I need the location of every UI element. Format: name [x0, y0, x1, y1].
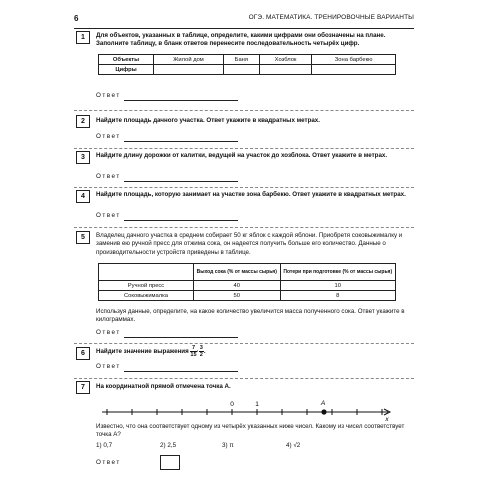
expression-end: . [203, 348, 206, 356]
answer-cell[interactable] [223, 65, 259, 75]
answer-label: Ответ [96, 363, 121, 370]
table-cell: 8 [280, 291, 395, 301]
question-number-6: 6 [76, 347, 90, 360]
question-number-4: 4 [76, 190, 90, 203]
answer-box-7[interactable] [160, 455, 180, 470]
number-line [98, 394, 398, 422]
question-5-text-2: Используя данные, определите, на какое количество увеличится масса полученного сока. Ответ укажите в килограммах. [96, 308, 405, 324]
question-6-text [96, 345, 412, 359]
option-1[interactable]: 1) 0,7 [96, 442, 113, 449]
table-cell: Хозблок [259, 55, 311, 65]
table-cell: Объекты [99, 55, 154, 65]
question-number-2: 2 [76, 115, 90, 128]
answer-label: Ответ [96, 459, 121, 466]
separator [74, 343, 414, 344]
answer-cell[interactable] [154, 65, 224, 75]
answer-label: Ответ [96, 173, 121, 180]
separator [74, 148, 414, 149]
table-cell: Баня [223, 55, 259, 65]
table-cell: Соковыжималка [99, 291, 194, 301]
question-7-text: На координатной прямой отмечена точка A. [96, 383, 231, 390]
workbook-page [74, 10, 414, 472]
table-row [99, 55, 396, 65]
separator [74, 110, 414, 111]
point-a-marker [321, 409, 326, 414]
answer-line-6[interactable] [124, 371, 238, 372]
answer-line-5[interactable] [124, 337, 238, 338]
question-6-prompt: Найдите значение выражения [96, 348, 189, 356]
juicer-table [98, 263, 396, 301]
table-row [99, 291, 396, 301]
question-3-text: Найдите длину дорожки от калитки, ведущей на участок до хозблока. Ответ укажите в метрах. [96, 152, 388, 159]
answer-line-3[interactable] [124, 181, 238, 182]
separator [74, 227, 414, 228]
option-4[interactable]: 4) √2 [286, 442, 301, 449]
question-number-3: 3 [76, 151, 90, 164]
question-number-1: 1 [76, 31, 90, 44]
fraction-numerator: 7 [191, 345, 196, 351]
option-3[interactable]: 3) π [222, 442, 234, 449]
table-cell: Цифры [99, 65, 154, 75]
tick-label-1: 1 [255, 401, 259, 408]
objects-table [98, 54, 396, 75]
table-cell: Зона барбекю [312, 55, 396, 65]
table-row [99, 281, 396, 291]
table-row [99, 264, 396, 281]
answer-label: Ответ [96, 133, 121, 140]
question-4-text: Найдите площадь, которую занимает на участке зона барбекю. Ответ укажите в квадратных метрах. [96, 191, 406, 198]
header-title: ОГЭ. МАТЕМАТИКА. ТРЕНИРОВОЧНЫЕ ВАРИАНТЫ [248, 14, 414, 21]
fraction-denominator: 15 [190, 352, 197, 358]
table-cell: Жилой дом [154, 55, 224, 65]
point-a-label: A [320, 400, 326, 407]
answer-cell[interactable] [259, 65, 311, 75]
table-header: Выход сока (% от массы сырья) [194, 264, 281, 281]
fraction-numerator: 3 [199, 345, 203, 351]
multiply-dot: · [196, 348, 199, 356]
question-1-text: Для объектов, указанных в таблице, определите, какими цифрами они обозначены на плане. Заполните таблицу, в бланк ответов перенесите последовательность четырёх цифр. [96, 32, 386, 48]
answer-label: Ответ [96, 92, 121, 99]
table-cell: 40 [194, 281, 281, 291]
axis-label-x: x [385, 416, 389, 422]
table-header: Потери при подготовке (% от массы сырья) [280, 264, 395, 281]
table-cell: Ручной пресс [99, 281, 194, 291]
option-2[interactable]: 2) 2,5 [160, 442, 177, 449]
question-5-text: Владелец дачного участка в среднем собирает 50 кг яблок с каждой яблони. Приобретя соковыжималку и заменив ею ручной пресс для отжима сока, он надеется получить больше его количество. Данные о производительности устройств приведены в таблице. [96, 232, 403, 256]
answer-options [96, 442, 412, 451]
question-number-5: 5 [76, 231, 90, 244]
page-header [74, 10, 414, 29]
table-cell: 50 [194, 291, 281, 301]
fraction-denominator: 2 [199, 352, 203, 358]
separator [74, 187, 414, 188]
table-cell: 10 [280, 281, 395, 291]
answer-line-1[interactable] [124, 100, 238, 101]
table-row [99, 65, 396, 75]
question-number-7: 7 [76, 381, 90, 394]
answer-line-2[interactable] [124, 141, 238, 142]
question-2-text: Найдите площадь дачного участка. Ответ укажите в квадратных метрах. [96, 117, 320, 124]
separator [74, 378, 414, 379]
answer-cell[interactable] [312, 65, 396, 75]
table-header [99, 264, 194, 281]
answer-label: Ответ [96, 329, 121, 336]
tick-label-0: 0 [230, 401, 234, 408]
answer-label: Ответ [96, 212, 121, 219]
page-number: 6 [74, 14, 79, 23]
answer-line-4[interactable] [124, 220, 238, 221]
question-7-text-2: Известно, что она соответствует одному из четырёх указанных ниже чисел. Какому из чисел соответствует точка A? [96, 423, 405, 439]
